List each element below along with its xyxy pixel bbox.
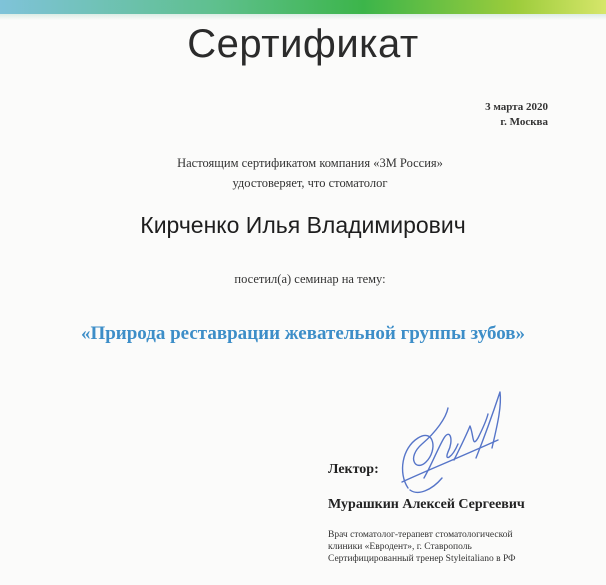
- top-color-band: [0, 0, 606, 14]
- visited-text: [0, 272, 606, 287]
- recipient-name: Кирченко Илья Владимирович: [140, 212, 466, 238]
- visited-label: посетил(а) семинар на тему:: [234, 272, 386, 286]
- lector-info-line-3: Сертифицированный тренер Styleitaliano в РФ: [328, 554, 516, 564]
- signature-icon: [388, 378, 518, 503]
- lector-info: [328, 529, 516, 565]
- lector-label: Лектор:: [328, 462, 379, 477]
- seminar-topic: «Природа реставрации жевательной группы зубов»: [80, 323, 526, 344]
- certificate-title: Сертификат: [187, 22, 419, 66]
- certificate-date: 3 марта 2020: [485, 101, 548, 113]
- lector-info-line-2: клиники «Евродент», г. Ставрополь: [328, 542, 472, 552]
- certificate-city: г. Москва: [500, 116, 548, 128]
- intro-line-2: удостоверяет, что стоматолог: [232, 176, 388, 190]
- date-block: [485, 100, 548, 130]
- intro-line-1: Настоящим сертификатом компания «3М Россия»: [177, 156, 443, 170]
- lector-info-line-1: Врач стоматолог-терапевт стоматологической: [328, 530, 513, 540]
- intro-text: [0, 153, 606, 193]
- lector-name: Мурашкин Алексей Сергеевич: [328, 497, 525, 512]
- top-band-fade: [0, 14, 606, 20]
